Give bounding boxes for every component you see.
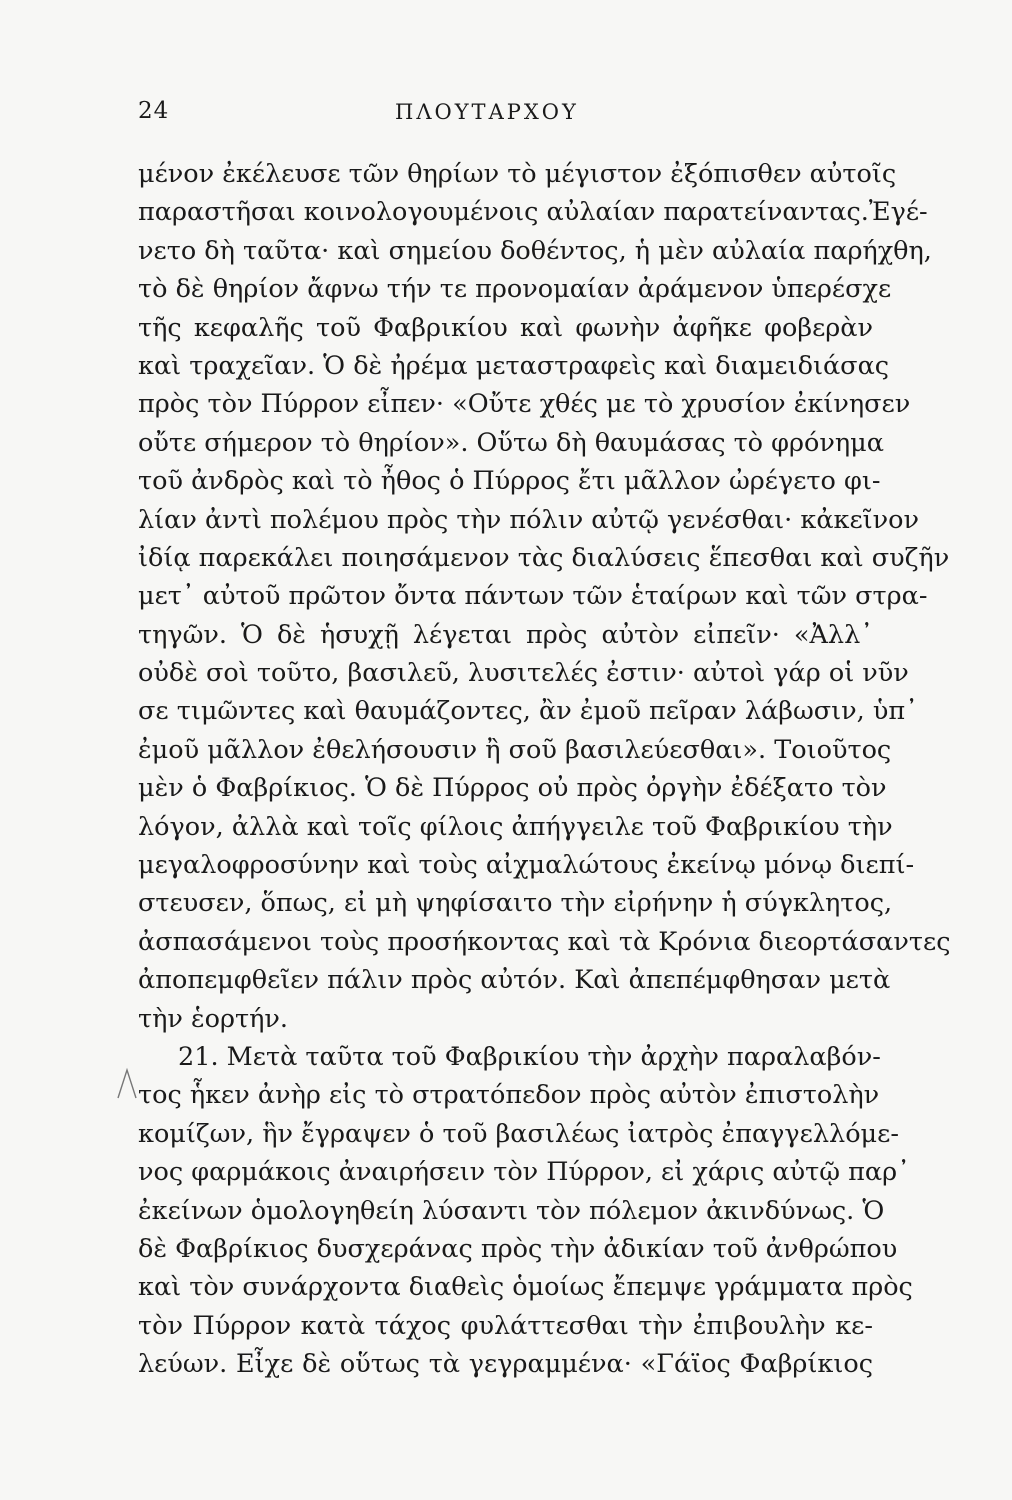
text-line: μὲν ὁ Φαβρίκιος. Ὁ δὲ Πύρρος οὐ πρὸς ὀργὴν ἐδέξατο τὸν <box>138 773 887 804</box>
text-line: λεύων. Εἶχε δὲ οὕτως τὰ γεγραμμένα· «Γάϊος Φαβρίκιος <box>138 1349 873 1380</box>
text-line: μεγαλοφροσύνην καὶ τοὺς αἰχμαλώτους ἐκείνῳ μόνῳ διεπί- <box>138 850 915 881</box>
text-line: τὸ δὲ θηρίον ἄφνω τήν τε προνομαίαν ἀράμενον ὑπερέσχε <box>138 274 892 305</box>
text-line: οὔτε σήμερον τὸ θηρίον». Οὕτω δὴ θαυμάσας τὸ φρόνημα <box>138 427 884 458</box>
text-line: τῆς κεφαλῆς τοῦ Φαβρικίου καὶ φωνὴν ἀφῆκε φοβερὰν <box>138 312 873 343</box>
text-line: στευσεν, ὅπως, εἰ μὴ ψηφίσαιτο τὴν εἰρήνην ἡ σύγκλητος, <box>138 888 893 919</box>
text-line: τος ἧκεν ἀνὴρ εἰς τὸ στρατόπεδον πρὸς αὐτὸν ἐπιστολὴν <box>138 1080 880 1111</box>
pencil-mark-icon <box>112 1066 140 1102</box>
text-line: τοῦ ἀνδρὸς καὶ τὸ ἦθος ὁ Πύρρος ἔτι μᾶλλον ὠρέγετο φι- <box>138 466 881 497</box>
text-line: μένον ἐκέλευσε τῶν θηρίων τὸ μέγιστον ἐξόπισθεν αὐτοῖς <box>138 159 897 189</box>
text-line: ἐκείνων ὁμολογηθείη λύσαντι τὸν πόλεμον ἀκινδύνως. Ὁ <box>138 1195 885 1226</box>
text-line: λίαν ἀντὶ πολέμου πρὸς τὴν πόλιν αὐτῷ γενέσθαι· κἀκεῖνον <box>138 504 920 535</box>
text-line: ἀσπασάμενοι τοὺς προσήκοντας καὶ τὰ Κρόνια διεορτάσαντες <box>138 926 951 957</box>
text-line: παραστῆσαι κοινολογουμένοις αὐλαίαν παρατείναντας.Ἐγέ- <box>138 197 928 228</box>
text-line: τὸν Πύρρον κατὰ τάχος φυλάττεσθαι τὴν ἐπιβουλὴν κε- <box>138 1310 873 1341</box>
text-line: κομίζων, ἣν ἔγραψεν ὁ τοῦ βασιλέως ἰατρὸς ἐπαγγελλόμε- <box>138 1118 899 1149</box>
text-line: πρὸς τὸν Πύρρον εἶπεν· «Οὔτε χθές με τὸ χρυσίον ἐκίνησεν <box>138 389 911 420</box>
page-number: 24 <box>138 98 170 124</box>
running-head: ΠΛΟΥΤΑΡΧΟΥ <box>395 100 579 124</box>
text-line: ἐμοῦ μᾶλλον ἐθελήσουσιν ἢ σοῦ βασιλεύεσθαι». Τοιοῦτος <box>138 734 892 765</box>
text-line: νος φαρμάκοις ἀναιρήσειν τὸν Πύρρον, εἰ χάρις αὐτῷ παρ᾽ <box>138 1157 910 1188</box>
text-line: ἀποπεμφθεῖεν πάλιν πρὸς αὐτόν. Καὶ ἀπεπέμφθησαν μετὰ <box>138 965 891 996</box>
text-line: λόγον, ἀλλὰ καὶ τοῖς φίλοις ἀπήγγειλε τοῦ Φαβρικίου τὴν <box>138 811 893 842</box>
text-line: δὲ Φαβρίκιος δυσχεράνας πρὸς τὴν ἀδικίαν τοῦ ἀνθρώπου <box>138 1233 898 1264</box>
page-header <box>0 98 1012 138</box>
text-line: σε τιμῶντες καὶ θαυμάζοντες, ἂν ἐμοῦ πεῖραν λάβωσιν, ὑπ᾽ <box>138 696 918 727</box>
text-line: ἰδίᾳ παρεκάλει ποιησάμενον τὰς διαλύσεις ἕπεσθαι καὶ συζῆν <box>138 542 950 573</box>
text-line: οὐδὲ σοὶ τοῦτο, βασιλεῦ, λυσιτελές ἐστιν· αὐτοὶ γάρ οἱ νῦν <box>138 658 909 689</box>
text-line: μετ᾽ αὐτοῦ πρῶτον ὄντα πάντων τῶν ἑταίρων καὶ τῶν στρα- <box>138 581 928 612</box>
paragraph-end-line: τὴν ἑορτήν. <box>138 1003 289 1034</box>
text-line: τηγῶν. Ὁ δὲ ἡσυχῇ λέγεται πρὸς αὐτὸν εἰπεῖν· «Ἀλλ᾽ <box>138 619 873 650</box>
text-line: καὶ τραχεῖαν. Ὁ δὲ ἠρέμα μεταστραφεὶς καὶ διαμειδιάσας <box>138 350 890 381</box>
text-line: καὶ τὸν συνάρχοντα διαθεὶς ὁμοίως ἔπεμψε γράμματα πρὸς <box>138 1272 913 1303</box>
body-text <box>138 155 951 1384</box>
text-line: νετο δὴ ταῦτα· καὶ σημείου δοθέντος, ἡ μὲν αὐλαία παρήχθη, <box>138 235 932 266</box>
section-start-line: 21. Μετὰ ταῦτα τοῦ Φαβρικίου τὴν ἀρχὴν παραλαβόν- <box>178 1041 881 1072</box>
